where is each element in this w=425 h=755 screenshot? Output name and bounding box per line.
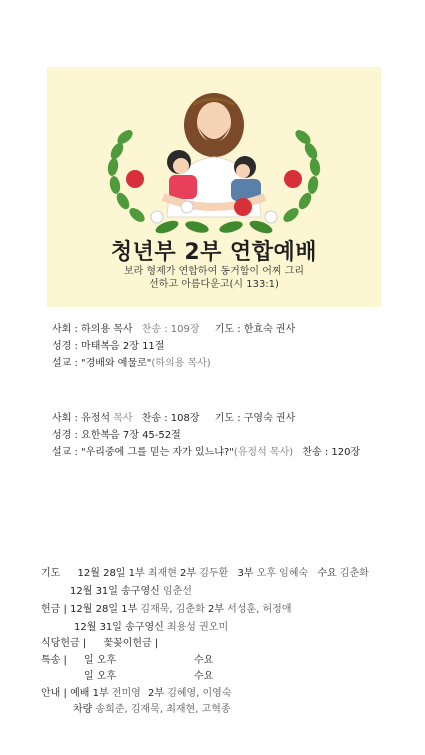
duty-offering-row2 <box>74 621 228 635</box>
service2-scripture: 성경 : 요한복음 7장 45-52절 <box>52 430 181 441</box>
duty-prayer-2bu-name: 김두환 <box>199 568 229 579</box>
duty-offering-1bu-names: 김재묵, 김춘화 <box>140 604 205 615</box>
service1-hymn: 찬송 : 109장 <box>141 324 200 335</box>
service2-hymn2: 찬송 : 120장 <box>302 447 361 458</box>
duty-guide-row1 <box>41 687 232 701</box>
duty-prayer-3bu: 3부 <box>237 568 254 579</box>
duty-guide-2bu-names: 김혜영, 이영숙 <box>167 688 232 699</box>
duty-offering-2bu-names: 서성훈, 허정애 <box>227 604 292 615</box>
duty-offering-newyear: 송구영신 <box>125 622 164 633</box>
duty-prayer-row2 <box>70 585 192 599</box>
service1-row1 <box>52 323 295 337</box>
banner-verse-line1: 보라 형제가 연합하여 동거함이 어찌 그리 <box>123 266 305 277</box>
banner-verse-line2: 선하고 아름다운고(시 133:1) <box>149 279 279 290</box>
duty-meal-label: 식당헌금 | <box>41 638 87 649</box>
duty-prayer-wed: 수요 <box>317 568 337 579</box>
duty-special-row2-day: 일 오후 <box>84 671 117 682</box>
duty-special-row2-wed: 수요 <box>194 671 214 682</box>
service2-moderator-title: 목사 <box>113 413 133 424</box>
service2-sermon <box>52 446 360 460</box>
duty-offering-date1: 12월 28일 <box>70 604 119 615</box>
duty-prayer-2bu: 2부 <box>180 568 197 579</box>
service2-sermon-speaker: (유정석 목사) <box>233 447 294 458</box>
duty-prayer-newyear: 송구영신 <box>121 586 160 597</box>
duty-special-row1-day: 일 오후 <box>84 655 117 666</box>
duty-prayer-label: 기도 <box>41 568 61 579</box>
duty-guide-row2 <box>73 703 231 717</box>
service2-prayer: 기도 : 구영숙 권사 <box>214 413 296 424</box>
service2-row1 <box>52 412 295 426</box>
service2-moderator: 사회 : 유정석 <box>52 413 111 424</box>
duty-prayer-wed-name: 김춘화 <box>339 568 369 579</box>
duty-guide-car-names: 송희준, 김재묵, 최재현, 고혁종 <box>95 704 231 715</box>
duty-offering-newyear-names: 최용성 권오미 <box>166 622 229 633</box>
service1-sermon <box>52 357 211 371</box>
duty-prayer-3bu-name: 오후 임혜숙 <box>256 568 309 579</box>
duty-offering-label: 헌금 | <box>41 604 67 615</box>
duty-guide-1bu: 1부 <box>92 688 109 699</box>
duty-offering-1bu: 1부 <box>121 604 138 615</box>
duty-guide-label: 안내 | <box>41 688 67 699</box>
service2-hymn: 찬송 : 108장 <box>141 413 200 424</box>
duty-prayer-1bu: 1부 <box>128 568 145 579</box>
duty-guide-2bu: 2부 <box>147 688 164 699</box>
service1-sermon-speaker: (하의용 목사) <box>151 358 211 369</box>
duty-flower-label: 꽃꽂이헌금 | <box>103 638 159 649</box>
banner <box>47 67 381 307</box>
service1-moderator: 사회 : 하의용 목사 <box>52 324 133 335</box>
duty-offering-row1 <box>41 603 291 617</box>
duty-prayer-row1 <box>41 567 369 581</box>
duty-prayer-newyear-name: 임춘선 <box>162 586 192 597</box>
banner-title: 청년부 2부 연합예배 <box>110 240 318 265</box>
duty-guide-worship: 예배 <box>70 688 90 699</box>
duty-prayer-date2: 12월 31일 <box>70 586 118 597</box>
service1-sermon-title: 설교 : "경배와 예물로" <box>52 358 152 369</box>
duty-meal-row <box>41 637 158 651</box>
duty-special-label: 특송 | <box>41 655 67 666</box>
duty-prayer-date1: 12월 28일 <box>77 568 126 579</box>
service2-sermon-title: 설교 : "우리중에 그를 믿는 자가 있느냐?" <box>52 447 234 458</box>
duty-guide-1bu-name: 전미영 <box>111 688 141 699</box>
duty-offering-date2: 12월 31일 <box>74 622 122 633</box>
duty-special-row1-wed: 수요 <box>194 655 214 666</box>
service1-scripture: 성경 : 마태복음 2장 11절 <box>52 341 165 352</box>
duty-guide-car: 차량 <box>73 704 93 715</box>
duty-prayer-1bu-name: 최재현 <box>147 568 177 579</box>
duty-offering-2bu: 2부 <box>207 604 224 615</box>
service1-prayer: 기도 : 한효숙 권사 <box>214 324 296 335</box>
